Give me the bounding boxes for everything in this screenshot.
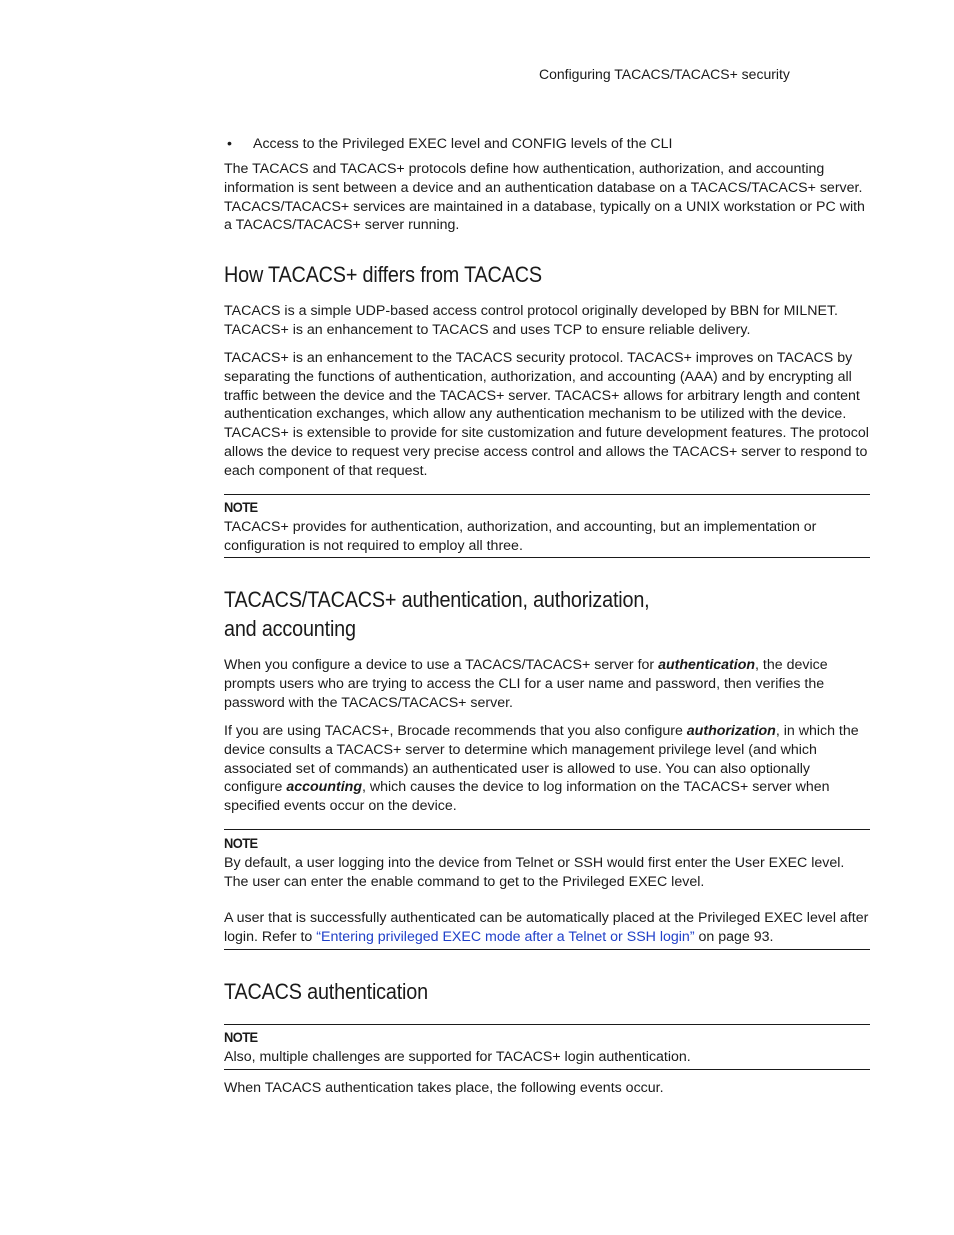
- section-heading-aaa: [224, 585, 650, 643]
- heading-line: TACACS/TACACS+ authentication, authorization,: [224, 587, 650, 612]
- heading-line: and accounting: [224, 616, 356, 641]
- note-box: [224, 829, 870, 950]
- term-accounting: accounting: [286, 779, 362, 796]
- paragraph-tacacs-plus: TACACS+ is an enhancement to the TACACS security protocol. TACACS+ improves on TACACS by separating the functions of authentication, authorization, and accounting (AAA) and by encrypting all traffic between the device and the TACACS+ server. TACACS+ allows for arbitrary length and content authentication exchanges, which allow any authentication mechanism to be utilized with the device. TACACS+ is extensible to provide for site customization and future development features. The protocol allows the device to request very precise access control and allows the TACACS+ server to respond to each component of that request.: [224, 350, 869, 479]
- bullet-text: Access to the Privileged EXEC level and CONFIG levels of the CLI: [253, 136, 673, 152]
- paragraph-events: When TACACS authentication takes place, the following events occur.: [224, 1080, 664, 1096]
- note-label: NOTE: [224, 835, 258, 851]
- note-label: NOTE: [224, 1029, 258, 1045]
- note-text: Also, multiple challenges are supported for TACACS+ login authentication.: [224, 1048, 691, 1065]
- cross-reference-link[interactable]: “Entering privileged EXEC mode after a Telnet or SSH login”: [316, 929, 695, 946]
- paragraph-authentication: When you configure a device to use a TACACS/TACACS+ server for authentication, the device prompts users who are trying to access the CLI for a user name and password, then verifies the password with the TACACS/TACACS+ server.: [224, 657, 828, 711]
- note-box: [224, 1024, 870, 1070]
- intro-paragraph: The TACACS and TACACS+ protocols define how authentication, authorization, and accounting information is sent between a device and an authentication database on a TACACS/TACACS+ server. TACACS/TACACS+ services are maintained in a database, typically on a UNIX workstation or PC with a TACACS/TACACS+ server running.: [224, 161, 865, 234]
- command-enable: enable: [370, 873, 414, 890]
- note-box: [224, 494, 870, 558]
- term-authorization: authorization: [686, 723, 776, 739]
- paragraph-authorization: If you are using TACACS+, Brocade recommends that you also configure authorization, in which the device consults a TACACS+ server to determine which management privilege level (and which associated set of commands) an authenticated user is allowed to use. You can also optionally configure accounting, which causes the device to log information on the TACACS+ server when specified events occur on the device.: [224, 723, 859, 815]
- section-heading-tacacs-authentication: TACACS authentication: [224, 979, 428, 1004]
- note-text: A user that is successfully authenticated can be automatically placed at the Privileged EXEC level after login. Refer to “Entering privileged EXEC mode after a Telnet or SSH login” on page 93.: [224, 910, 869, 946]
- paragraph-tacacs-udp: TACACS is a simple UDP-based access control protocol originally developed by BBN for MILNET. TACACS+ is an enhancement to TACACS and uses TCP to ensure reliable delivery.: [224, 303, 838, 338]
- section-heading-differs: How TACACS+ differs from TACACS: [224, 262, 542, 287]
- bullet-icon: •: [227, 136, 232, 152]
- note-text: By default, a user logging into the device from Telnet or SSH would first enter the User EXEC level. The user can enter the enable command to get to the Privileged EXEC level.: [224, 854, 845, 890]
- term-authentication: authentication: [658, 657, 756, 673]
- note-label: NOTE: [224, 499, 258, 515]
- running-header: Configuring TACACS/TACACS+ security: [539, 66, 790, 82]
- note-text: TACACS+ provides for authentication, authorization, and accounting, but an implementation or configuration is not required to employ all three.: [224, 518, 817, 554]
